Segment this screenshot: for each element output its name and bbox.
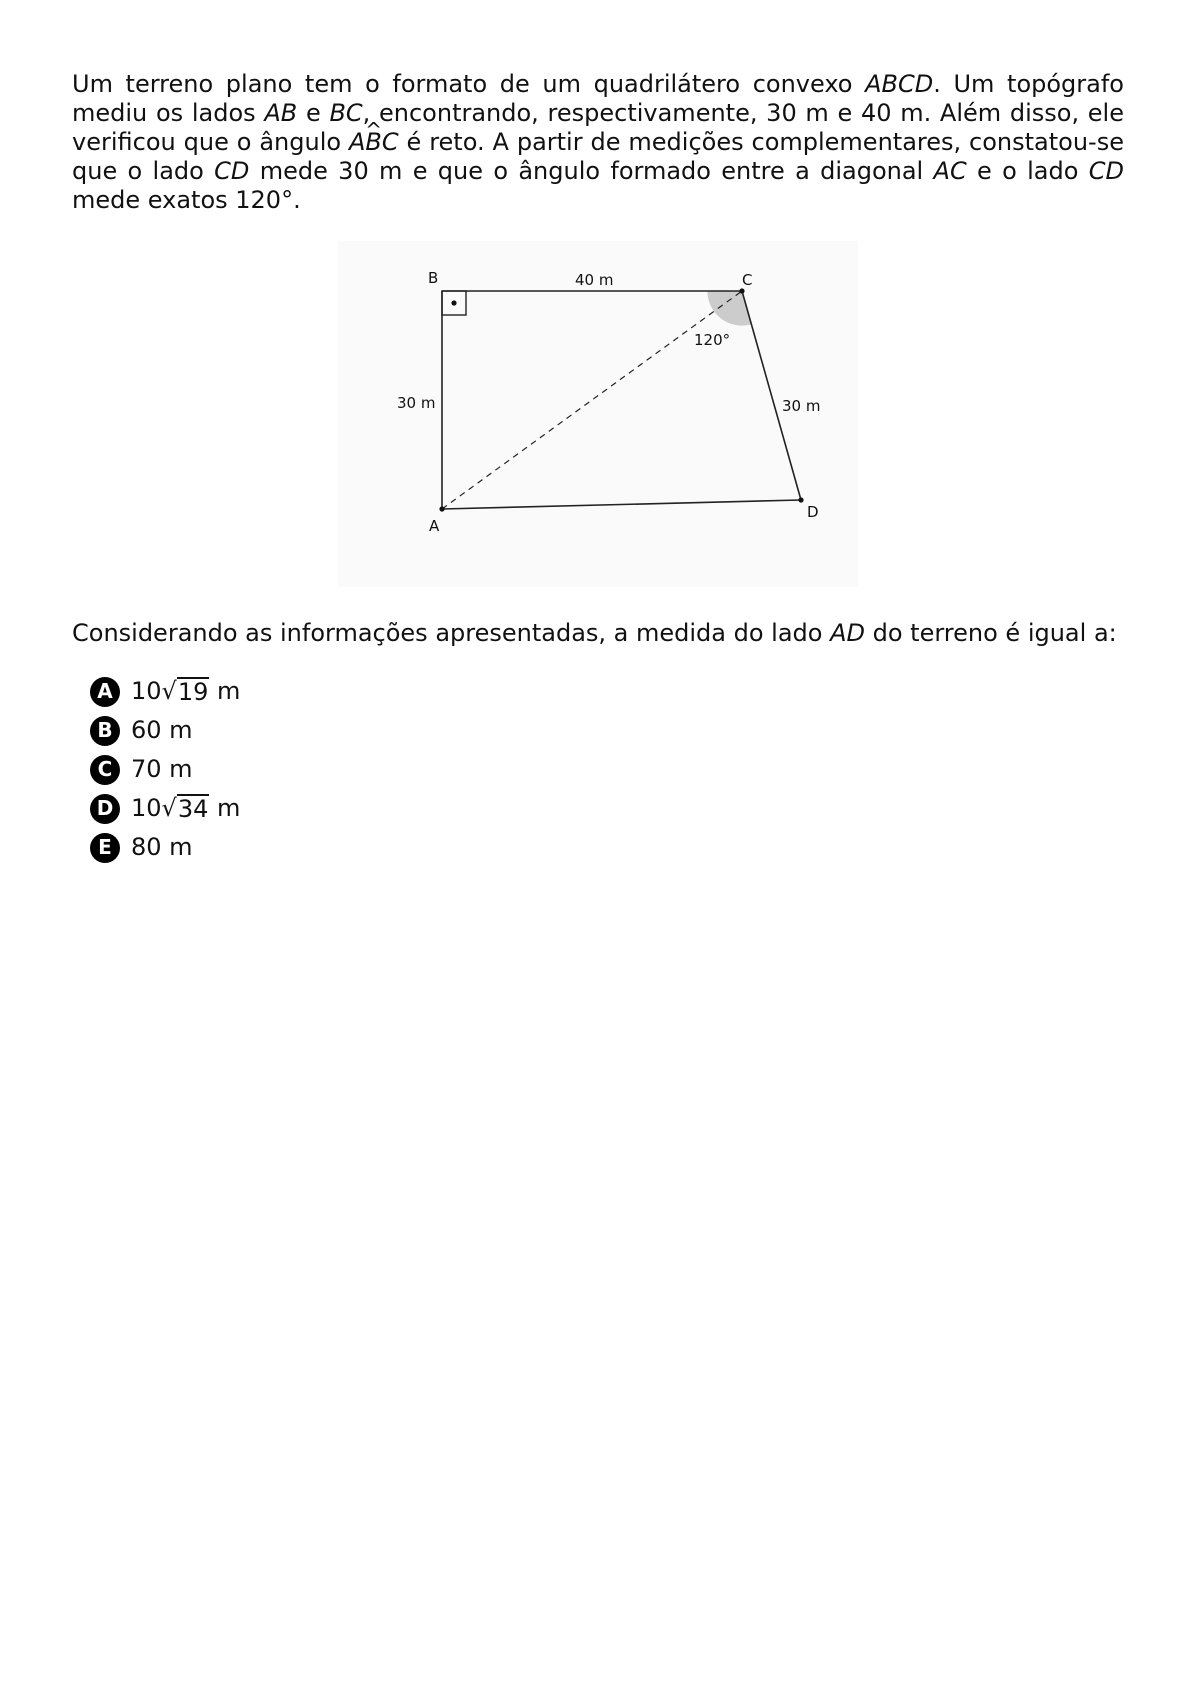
label-bc-length: 40 m	[575, 271, 614, 289]
option-unit: m	[209, 794, 241, 822]
side-bc: BC	[329, 99, 363, 127]
side-cd-line	[742, 291, 801, 500]
question-part: mede 30 m e que o ângulo formado entre a diagonal	[249, 157, 934, 185]
option-letter-badge: B	[90, 716, 120, 746]
option-prefix: 10	[131, 794, 162, 822]
radicand: 19	[177, 678, 209, 706]
angle-vertex-c: C	[381, 128, 399, 156]
figure-svg	[338, 241, 858, 587]
side-ad: AD	[830, 619, 865, 647]
option-prefix: 10	[131, 677, 162, 705]
question-text	[72, 70, 1124, 215]
diagonal-ac-line	[442, 291, 742, 509]
option-letter-badge: C	[90, 755, 120, 785]
radical-sign-icon: √	[161, 794, 177, 822]
angle-vertex-a: A	[348, 128, 366, 156]
question-part: e o lado	[966, 157, 1089, 185]
option-letter-badge: E	[90, 833, 120, 863]
question-part: é reto. A partir de medições complementares, constatou-se que o lado	[72, 128, 1124, 185]
label-d: D	[807, 503, 819, 521]
side-ad-line	[442, 500, 801, 509]
label-ab-length: 30 m	[397, 394, 436, 412]
quadrilateral-name: ABCD	[865, 70, 934, 98]
label-b: B	[428, 269, 439, 287]
label-c: C	[742, 271, 753, 289]
quadrilateral-figure	[338, 241, 858, 587]
side-cd: CD	[1088, 157, 1124, 185]
square-root	[162, 794, 210, 823]
question-prompt	[72, 619, 1162, 648]
question-part: . Um topógrafo mediu os lados	[72, 70, 1124, 127]
option-a[interactable]	[90, 672, 240, 711]
option-letter-badge: A	[90, 677, 120, 707]
square-root	[162, 677, 210, 706]
question-part: , encontrando, respectivamente, 30 m e 40 m. Além disso, ele verificou que o ângulo	[72, 99, 1124, 156]
option-b[interactable]	[90, 711, 240, 750]
vertex-d-dot	[798, 497, 803, 502]
label-cd-length: 30 m	[782, 397, 821, 415]
label-a: A	[429, 517, 440, 535]
question-part: e	[297, 99, 330, 127]
option-d[interactable]	[90, 789, 240, 828]
option-e[interactable]	[90, 828, 240, 867]
option-text: 70 m	[131, 755, 193, 783]
option-unit: m	[209, 677, 241, 705]
angle-vertex-b: B ^	[365, 128, 381, 157]
side-ab: AB	[264, 99, 298, 127]
prompt-part: Considerando as informações apresentadas, a medida do lado	[72, 619, 831, 647]
option-c[interactable]	[90, 750, 240, 789]
radicand: 34	[177, 795, 209, 823]
side-cd: CD	[214, 157, 250, 185]
option-text: 60 m	[131, 716, 193, 744]
radical-sign-icon: √	[161, 677, 177, 705]
question-part: mede exatos 120°.	[72, 186, 301, 214]
diagonal-ac: AC	[933, 157, 967, 185]
prompt-part: do terreno é igual a:	[865, 619, 1117, 647]
right-angle-dot	[451, 300, 456, 305]
label-angle: 120°	[694, 331, 731, 349]
option-letter-badge: D	[90, 794, 120, 824]
option-text: 80 m	[131, 833, 193, 861]
vertex-a-dot	[439, 506, 444, 511]
angle-arc-120	[707, 291, 752, 326]
question-part: Um terreno plano tem o formato de um quadrilátero convexo	[72, 70, 866, 98]
vertex-c-dot	[739, 288, 744, 293]
answer-options	[90, 672, 240, 867]
